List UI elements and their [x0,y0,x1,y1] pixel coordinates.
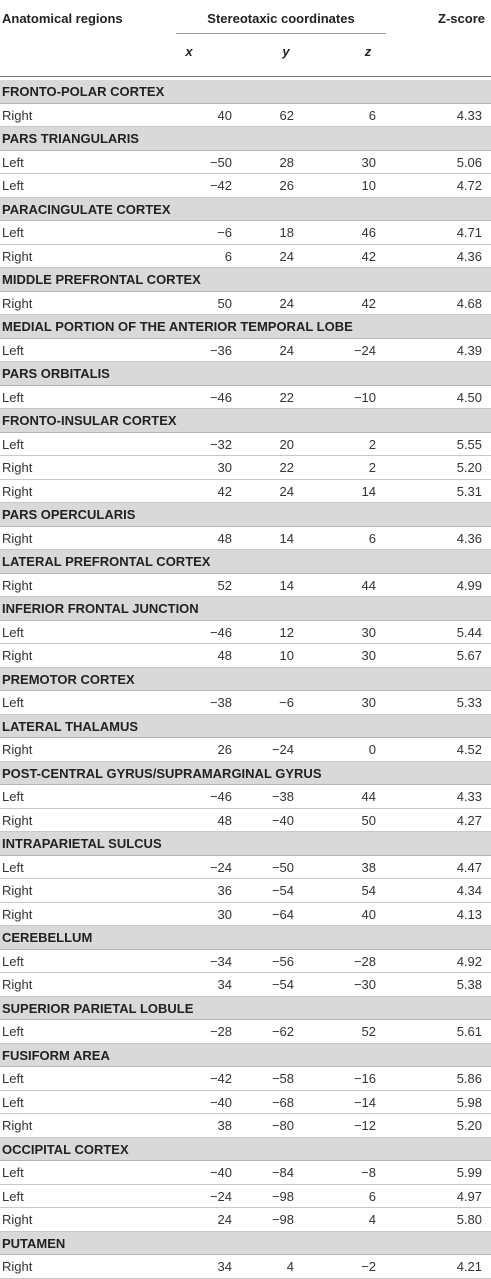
table-row [0,691,491,715]
cell-hemisphere: Left [2,154,24,170]
cell-hemisphere: Left [2,389,24,405]
cell-x: 52 [217,577,232,593]
cell-z-score: 5.98 [456,1094,482,1110]
cell-hemisphere: Right [2,248,33,264]
cell-y: 24 [279,342,294,358]
table-header [0,0,491,80]
cell-y: −98 [271,1212,294,1227]
cell-z-score: 5.80 [456,1212,482,1227]
header-z-score: Z-score [438,11,485,26]
cell-hemisphere: Right [2,483,33,499]
section-header-row [0,762,491,786]
cell-x: 42 [217,483,232,499]
cell-z-score: 4.68 [456,295,482,311]
cell-z-score: 4.33 [456,789,482,804]
table-row [0,644,491,668]
section-title: POST-CENTRAL GYRUS/SUPRAMARGINAL GYRUS [2,765,322,781]
cell-hemisphere: Left [2,1071,24,1086]
cell-x: 48 [217,530,232,546]
section-header-row [0,1044,491,1068]
cell-y: 12 [279,624,294,640]
cell-hemisphere: Right [2,1118,33,1133]
cell-z-score: 4.99 [456,577,482,593]
cell-z: 30 [361,624,376,640]
cell-z-score: 5.61 [456,1024,482,1039]
cell-z-score: 5.67 [456,648,482,663]
cell-z-score: 5.44 [456,624,482,640]
cell-y: −24 [271,742,294,757]
cell-y: −6 [279,695,294,710]
cell-z: −2 [361,1259,376,1274]
section-header-row [0,668,491,692]
cell-x: −28 [209,1024,232,1039]
cell-hemisphere: Right [2,883,33,898]
cell-hemisphere: Left [2,1094,24,1110]
section-title: PARS TRIANGULARIS [2,131,139,146]
cell-z-score: 5.06 [456,154,482,170]
cell-z-score: 4.47 [456,859,482,875]
section-title: MIDDLE PREFRONTAL CORTEX [2,272,201,287]
cell-hemisphere: Left [2,695,24,710]
section-title: PARACINGULATE CORTEX [2,201,171,217]
cell-x: 36 [217,883,232,898]
cell-z-score: 4.33 [456,107,482,123]
cell-y: −84 [271,1165,294,1180]
cell-y: 22 [279,460,294,475]
header-coords-rule [176,33,386,34]
cell-hemisphere: Left [2,1165,24,1180]
table-row [0,527,491,551]
cell-z-score: 4.36 [456,530,482,546]
cell-z: −24 [353,342,376,358]
section-header-row [0,409,491,433]
cell-hemisphere: Right [2,906,33,922]
cell-z: 54 [361,883,376,898]
cell-x: 30 [217,906,232,922]
cell-hemisphere: Right [2,812,33,828]
cell-x: −24 [209,1188,232,1204]
cell-z: −16 [353,1071,376,1086]
section-header-row [0,127,491,151]
cell-z-score: 4.13 [456,906,482,922]
cell-y: 10 [279,648,294,663]
table-row [0,621,491,645]
cell-hemisphere: Right [2,577,33,593]
section-title: OCCIPITAL CORTEX [2,1141,129,1157]
section-header-row [0,1232,491,1256]
cell-z: −30 [353,977,376,992]
cell-y: −62 [271,1024,294,1039]
cell-hemisphere: Left [2,342,24,358]
cell-hemisphere: Right [2,1259,33,1274]
cell-y: −54 [271,883,294,898]
cell-x: 30 [217,460,232,475]
cell-x: −42 [209,178,232,193]
cell-y: 26 [279,178,294,193]
cell-z: 50 [361,812,376,828]
cell-z-score: 5.38 [456,977,482,992]
cell-z-score: 4.52 [456,742,482,757]
cell-y: −56 [271,953,294,969]
section-title: SUPERIOR PARIETAL LOBULE [2,1000,194,1016]
cell-hemisphere: Left [2,225,24,240]
cell-hemisphere: Right [2,648,33,663]
cell-z: 52 [361,1024,376,1039]
cell-y: 28 [279,154,294,170]
cell-hemisphere: Right [2,530,33,546]
section-title: FRONTO-INSULAR CORTEX [2,413,177,428]
cell-x: −46 [209,789,232,804]
section-title: PARS OPERCULARIS [2,507,136,522]
table-row [0,221,491,245]
cell-y: −64 [271,906,294,922]
section-header-row [0,315,491,339]
cell-z: 0 [368,742,376,757]
cell-hemisphere: Left [2,859,24,875]
section-header-row [0,715,491,739]
cell-z: −10 [353,389,376,405]
cell-y: 24 [279,483,294,499]
cell-y: 24 [279,248,294,264]
cell-z: 40 [361,906,376,922]
cell-y: −54 [271,977,294,992]
cell-hemisphere: Left [2,436,24,452]
cell-z: 2 [368,436,376,452]
header-z: z [364,44,372,59]
table-row [0,104,491,128]
cell-z-score: 4.92 [456,953,482,969]
table-row [0,856,491,880]
cell-z: 42 [361,295,376,311]
section-header-row [0,198,491,222]
cell-y: −58 [271,1071,294,1086]
cell-z-score: 4.71 [456,225,482,240]
table-row [0,1161,491,1185]
cell-y: −38 [271,789,294,804]
cell-z-score: 5.99 [456,1165,482,1180]
cell-z-score: 5.20 [456,460,482,475]
section-title: INFERIOR FRONTAL JUNCTION [2,601,199,616]
cell-z: 30 [361,695,376,710]
cell-z: 4 [368,1212,376,1227]
cell-hemisphere: Left [2,789,24,804]
cell-x: −34 [209,953,232,969]
table-row [0,386,491,410]
cell-z: −28 [353,953,376,969]
cell-z: 14 [361,483,376,499]
cell-z-score: 5.31 [456,483,482,499]
cell-hemisphere: Left [2,178,24,193]
cell-z: 44 [361,577,376,593]
cell-z-score: 4.50 [456,389,482,405]
cell-z-score: 4.97 [456,1188,482,1204]
cell-x: −24 [209,859,232,875]
cell-z-score: 4.72 [456,178,482,193]
section-header-row [0,597,491,621]
cell-y: 22 [279,389,294,405]
cell-hemisphere: Right [2,460,33,475]
cell-x: 48 [217,648,232,663]
table-row [0,1020,491,1044]
section-header-row [0,1138,491,1162]
cell-x: −40 [209,1165,232,1180]
header-divider [0,76,491,77]
table-row [0,1255,491,1279]
cell-z-score: 5.33 [456,695,482,710]
table-row [0,1091,491,1115]
section-title: FUSIFORM AREA [2,1047,110,1063]
cell-x: −6 [217,225,232,240]
cell-y: 62 [279,107,294,123]
cell-hemisphere: Left [2,1188,24,1204]
cell-x: 6 [224,248,232,264]
section-title: INTRAPARIETAL SULCUS [2,836,162,851]
section-title: LATERAL THALAMUS [2,718,139,734]
cell-hemisphere: Left [2,1024,24,1039]
cell-z: 30 [361,648,376,663]
section-header-row [0,926,491,950]
cell-y: −50 [271,859,294,875]
cell-z-score: 5.86 [456,1071,482,1086]
cell-y: 14 [279,577,294,593]
header-stereotaxic-coordinates: Stereotaxic coordinates [207,11,355,26]
table-row [0,973,491,997]
cell-hemisphere: Right [2,742,33,757]
section-header-row [0,268,491,292]
cell-hemisphere: Right [2,977,33,992]
table-row [0,879,491,903]
cell-z-score: 4.39 [456,342,482,358]
section-title: MEDIAL PORTION OF THE ANTERIOR TEMPORAL LOBE [2,319,353,334]
cell-y: 18 [279,225,294,240]
table-row [0,151,491,175]
table-row [0,785,491,809]
cell-x: 40 [217,107,232,123]
cell-x: 34 [217,1259,232,1274]
cell-y: −40 [271,812,294,828]
section-header-row [0,80,491,104]
header-anatomical-regions: Anatomical regions [2,11,123,26]
cell-z: 2 [368,460,376,475]
cell-z: 44 [361,789,376,804]
header-y: y [282,44,290,59]
cell-x: −40 [209,1094,232,1110]
cell-z: 42 [361,248,376,264]
cell-z: −12 [353,1118,376,1133]
cell-hemisphere: Right [2,295,33,311]
table-row [0,950,491,974]
section-title: CEREBELLUM [2,930,93,945]
cell-x: −46 [209,624,232,640]
cell-x: 48 [217,812,232,828]
table-body [0,80,491,1279]
cell-y: 24 [279,295,294,311]
cell-x: −38 [209,695,232,710]
cell-x: 24 [217,1212,232,1227]
cell-y: −80 [271,1118,294,1133]
table-row [0,433,491,457]
cell-z: 46 [361,225,376,240]
cell-z: 6 [368,107,376,123]
cell-z: 38 [361,859,376,875]
table-row [0,456,491,480]
table-row [0,738,491,762]
section-title: PREMOTOR CORTEX [2,671,135,687]
table-row [0,1067,491,1091]
cell-z-score: 4.21 [456,1259,482,1274]
table-row [0,292,491,316]
cell-hemisphere: Left [2,953,24,969]
table-row [0,1208,491,1232]
cell-x: −32 [209,436,232,452]
cell-x: 34 [217,977,232,992]
section-title: PUTAMEN [2,1235,66,1251]
table-row [0,339,491,363]
table-row [0,574,491,598]
section-header-row [0,997,491,1021]
section-header-row [0,550,491,574]
cell-z: 30 [361,154,376,170]
cell-x: 38 [217,1118,232,1133]
cell-z: −8 [361,1165,376,1180]
cell-y: 4 [286,1259,294,1274]
table-row [0,809,491,833]
table-row [0,1185,491,1209]
section-header-row [0,503,491,527]
cell-z-score: 4.34 [456,883,482,898]
table-row [0,174,491,198]
section-title: LATERAL PREFRONTAL CORTEX [2,554,211,569]
cell-z-score: 4.36 [456,248,482,264]
cell-x: −36 [209,342,232,358]
cell-y: −68 [271,1094,294,1110]
cell-z: 6 [368,530,376,546]
section-title: PARS ORBITALIS [2,366,110,381]
cell-z-score: 5.55 [456,436,482,452]
cell-z: −14 [353,1094,376,1110]
cell-hemisphere: Right [2,107,33,123]
cell-x: −42 [209,1071,232,1086]
table-row [0,480,491,504]
table-row [0,903,491,927]
cell-y: 14 [279,530,294,546]
cell-z-score: 5.20 [456,1118,482,1133]
section-title: FRONTO-POLAR CORTEX [2,84,165,99]
cell-z-score: 4.27 [456,812,482,828]
table-row [0,1114,491,1138]
cell-z: 10 [361,178,376,193]
cell-hemisphere: Left [2,624,24,640]
header-x: x [185,44,193,59]
cell-x: 26 [217,742,232,757]
section-header-row [0,362,491,386]
cell-y: 20 [279,436,294,452]
cell-hemisphere: Right [2,1212,33,1227]
section-header-row [0,832,491,856]
cell-x: 50 [217,295,232,311]
cell-x: −46 [209,389,232,405]
table-row [0,245,491,269]
cell-x: −50 [209,154,232,170]
cell-z: 6 [368,1188,376,1204]
cell-y: −98 [271,1188,294,1204]
